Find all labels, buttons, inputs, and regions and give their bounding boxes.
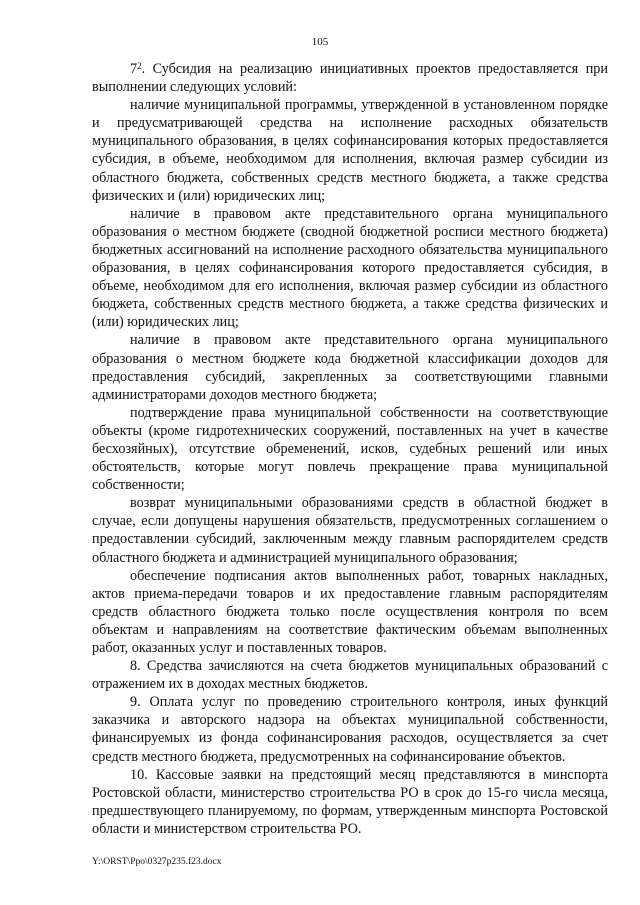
paragraph-condition-budget-allocations: наличие в правовом акте представительного органа муниципального образования о местном бюджете (сводной бюджетной росписи местного бюджета) бюджетных ассигнований на исполнение расходного обязательства муниципального образования, в целях софинансирования которого предоставляется субсидия, в объеме, необходимом для его исполнения, включая размер субсидии из областного бюджета, собственных средств местного бюджета, а также средства физических и (или) юридических лиц; xyxy=(92,205,608,331)
paragraph-condition-program: наличие муниципальной программы, утвержденной в установленном порядке и предусматривающей средства на исполнение расходных обязательств муниципального образования, в целях софинансирования которых предоставляется субсидия, в объеме, необходимом для исполнения, включая размер субсидии из областного бюджета, собственных средств местного бюджета, а также средства физических и (или) юридических лиц; xyxy=(92,97,608,204)
paragraph-7-2 xyxy=(92,60,608,96)
footer-file-path: Y:\ORST\Ppo\0327p235.f23.docx xyxy=(92,857,222,867)
paragraph-number: 7 xyxy=(130,61,138,77)
paragraph-9: 9. Оплата услуг по проведению строительного контроля, иных функций заказчика и авторского надзора на объектах муниципальной собственности, финансируемых из фонда софинансирования расходов, осуществляется за счет средств местного бюджета, предусмотренных на софинансирование объектов. xyxy=(92,694,608,765)
paragraph-8: 8. Средства зачисляются на счета бюджетов муниципальных образований с отражением их в доходах местных бюджетов. xyxy=(92,658,608,693)
paragraph-condition-acts-signing: обеспечение подписания актов выполненных работ, товарных накладных, актов приема-передачи товаров и их предоставление главным распорядителям средств областного бюджета только после осуществления контроля по всем объектам и направлениям на соответствие фактическим объемам выполненных работ, оказанных услуг и поставленных товаров. xyxy=(92,567,608,656)
paragraph-text: . Субсидия на реализацию инициативных проектов предоставляется при выполнении следующих условий: xyxy=(92,61,608,96)
paragraph-condition-refund: возврат муниципальными образованиями средств в областной бюджет в случае, если допущены нарушения обязательств, предусмотренных соглашением о предоставлении субсидий, заключенным между главным распорядителем средств областного бюджета и администрацией муниципального образования; xyxy=(92,495,608,566)
paragraph-condition-property-rights: подтверждение права муниципальной собственности на соответствующие объекты (кроме гидротехнических сооружений, поставленных на учет в качестве бесхозяйных), отсутствие обременений, исков, судебных решений или иных обстоятельств, которые могут повлечь прекращение права муниципальной собственности; xyxy=(92,404,608,494)
document-body xyxy=(92,60,608,838)
paragraph-10: 10. Кассовые заявки на предстоящий месяц представляются в минспорта Ростовской области, министерство строительства РО в срок до 15-го числа месяца, предшествующего планируемому, по формам, утвержденным минспорта Ростовской области и министерством строительства РО. xyxy=(92,766,608,837)
paragraph-superscript: 2 xyxy=(137,61,142,71)
page-number: 105 xyxy=(311,36,329,48)
paragraph-condition-classification-code: наличие в правовом акте представительного органа муниципального образования о местном бюджете кода бюджетной классификации доходов для предоставления субсидий, закрепленных за соответствующими главными администраторами доходов местного бюджета; xyxy=(92,332,608,403)
